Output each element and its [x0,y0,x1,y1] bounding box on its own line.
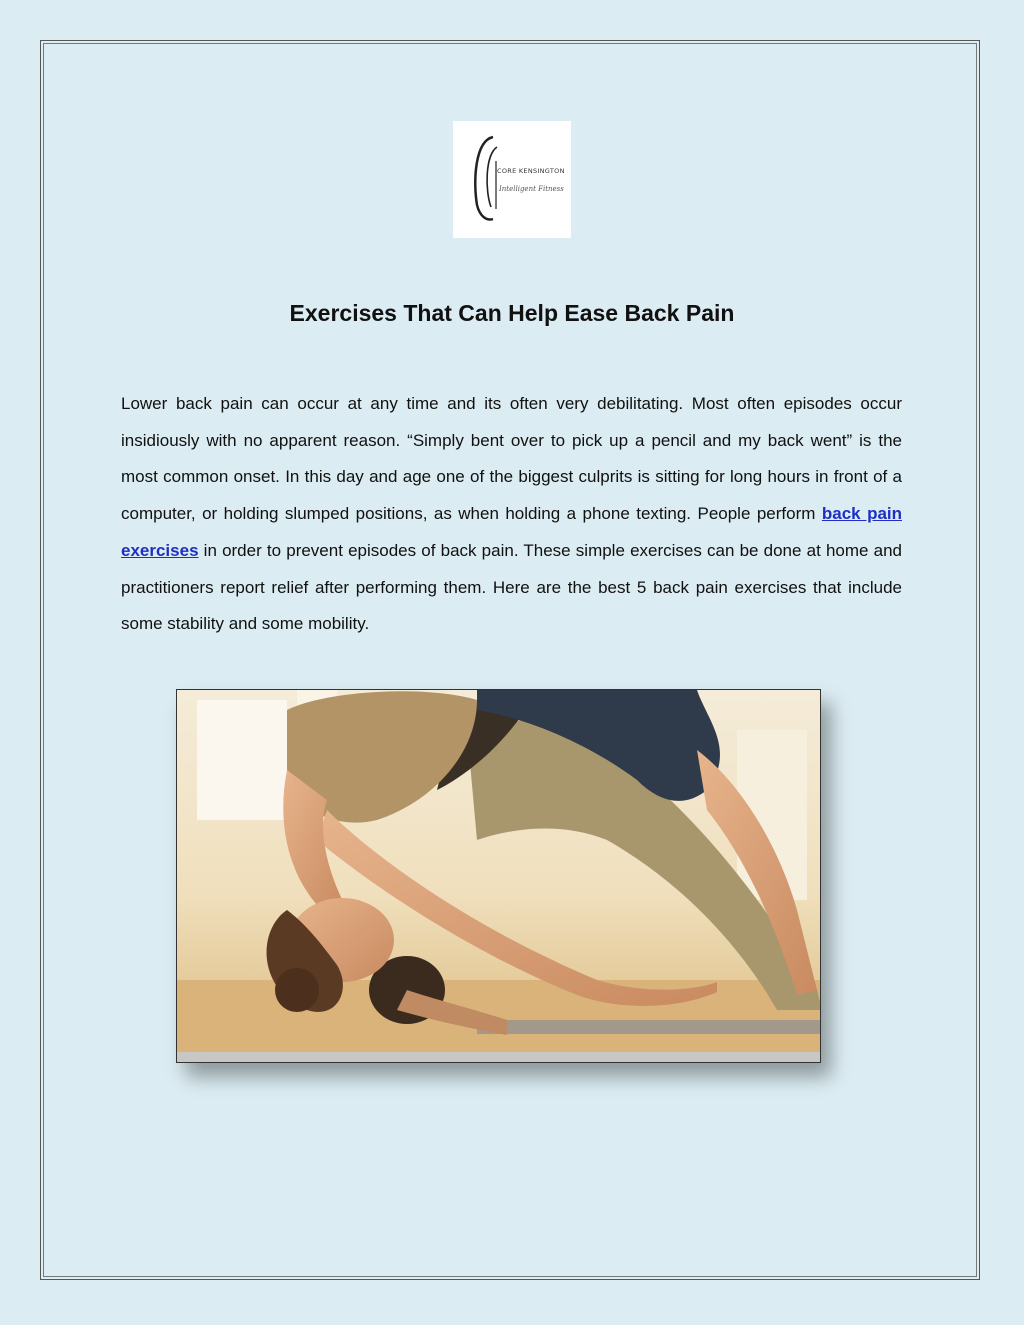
exercise-photo-illustration [177,690,821,1063]
logo-line-1: CORE KENSINGTON [497,167,565,175]
page-title: Exercises That Can Help Ease Back Pain [289,300,735,326]
exercise-photo [176,689,821,1063]
logo [453,121,571,238]
logo-line-2: Intelligent Fitness [499,185,564,193]
paragraph-text-end: in order to prevent episodes of back pain. These simple exercises can be done at home and practitioners report relief after performing them. Here are the best 5 back pain exercises that include some stability and some mobility. [121,540,902,634]
paragraph-text-start: Lower back pain can occur at any time and its often very debilitating. Most often episodes occur insidiously with no apparent reason. “Simply bent over to pick up a pencil and my back went” is the most common onset. In this day and age one of the biggest culprits is sitting for long hours in front of a computer, or holding slumped positions, as when holding a phone texting. People perform [121,394,902,524]
logo-mark-icon [453,121,571,238]
body-paragraph [121,386,902,643]
back-pain-exercises-link[interactable]: back pain exercises [121,504,903,560]
